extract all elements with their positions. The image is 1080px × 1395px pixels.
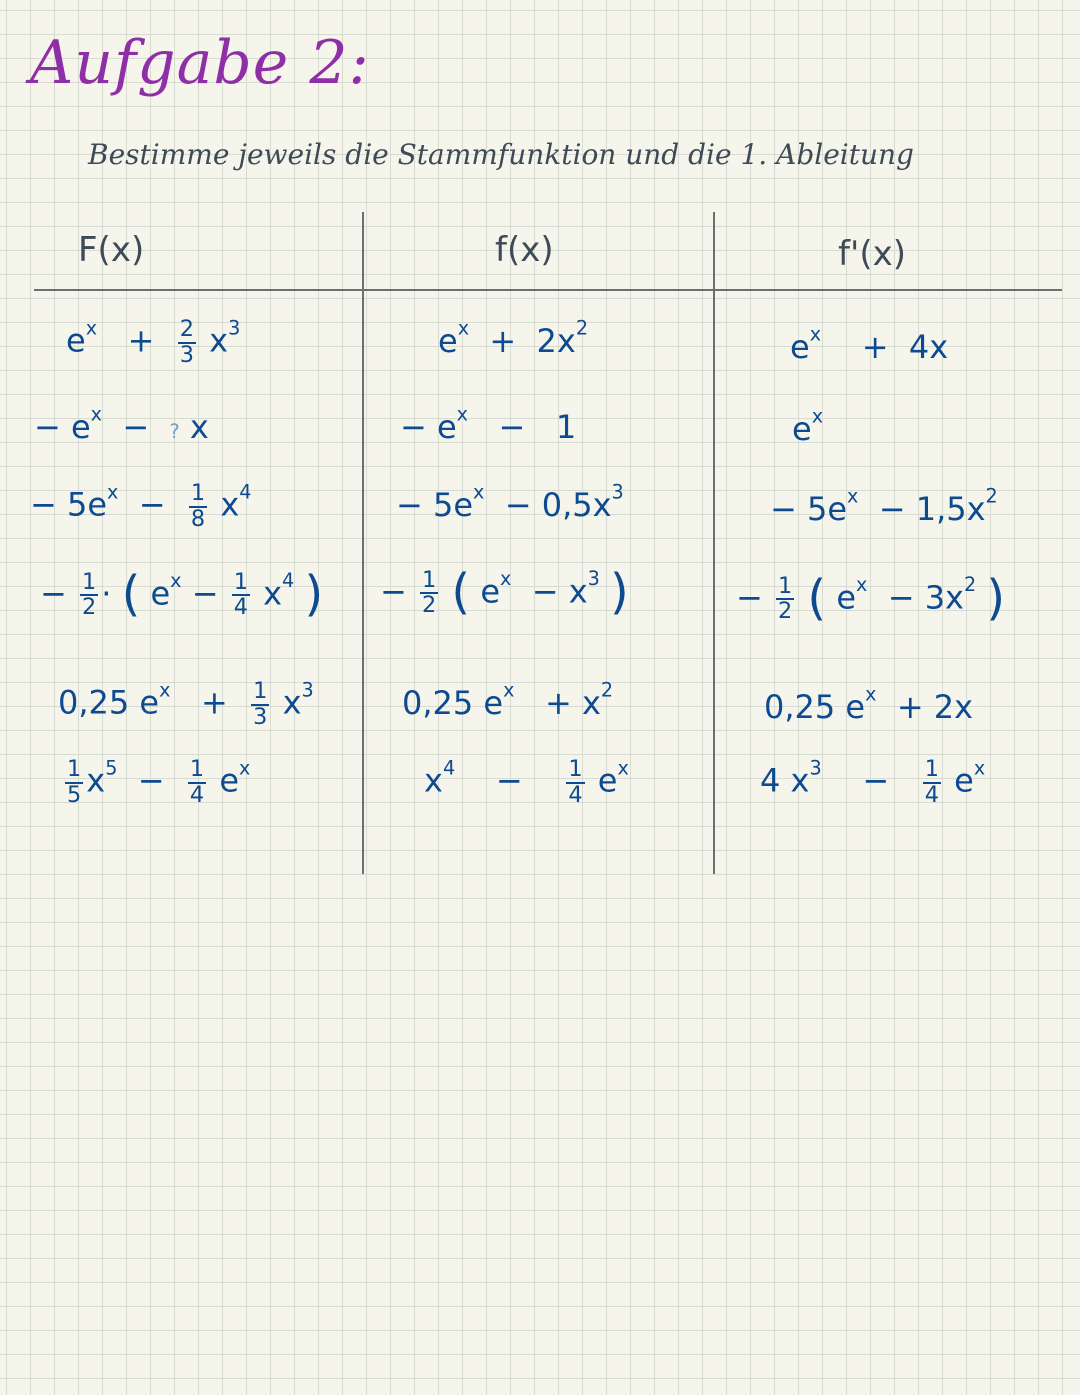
row-4-derivative: − $\frac{1}{2}$ ( $e^x - 3x^2$ )	[736, 570, 1006, 626]
task-instruction: Bestimme jeweils die Stammfunktion und die 1. Ableitung	[88, 138, 914, 171]
header-function: f(x)	[495, 230, 554, 270]
row-6-antiderivative: $\frac{1}{5}$ $x^5$ − $\frac{1}{4}$ $e^x$	[67, 756, 251, 808]
fraction: $\frac{1}{8}$	[190, 480, 206, 532]
row-2-antiderivative: − $e^x$ − ? x	[34, 402, 209, 446]
row-1-function: $e^x + 2x^2$	[438, 316, 589, 360]
task-title: Aufgabe 2:	[30, 28, 370, 98]
row-5-antiderivative: 0,25 $e^x$ + $\frac{1}{3}$ $x^3$	[58, 678, 314, 730]
row-3-derivative: − $5e^x - 1,5x^2$	[770, 484, 998, 528]
fraction: $\frac{2}{3}$	[179, 316, 194, 368]
uncertain-mark: ?	[169, 420, 180, 443]
fraction: $\frac{1}{5}$	[67, 756, 82, 808]
row-5-derivative: 0,25 $e^x + 2x$	[764, 682, 974, 726]
table-header-rule	[34, 289, 1062, 291]
fraction: $\frac{1}{4}$	[568, 756, 583, 808]
fraction: $\frac{1}{3}$	[253, 678, 268, 730]
fraction: $\frac{1}{2}$	[777, 572, 793, 625]
fraction: $\frac{1}{2}$	[421, 566, 437, 619]
row-6-function: $x^4$ − $\frac{1}{4}$ $e^x$	[424, 756, 629, 808]
fraction: $\frac{1}{4}$	[924, 756, 939, 808]
fraction: $\frac{1}{4}$	[189, 756, 205, 808]
header-derivative: f'(x)	[838, 234, 906, 274]
header-antiderivative: F(x)	[78, 230, 145, 270]
row-2-function: − $e^x$ − 1	[400, 402, 577, 446]
table-divider-left	[362, 212, 364, 874]
row-5-function: 0,25 $e^x$ + $x^2$	[402, 678, 614, 722]
row-4-antiderivative: − $\frac{1}{2}$ · ( $e^x$ − $\frac{1}{4}$ $x^4$ )	[40, 566, 324, 622]
row-1-antiderivative: $e^x$ + $\frac{2}{3}$ $x^3$	[66, 316, 241, 368]
row-4-function: − $\frac{1}{2}$ ( $e^x - x^3$ )	[380, 564, 629, 620]
row-3-function: − $5e^x - 0,5x^3$	[396, 480, 624, 524]
row-3-antiderivative: − $5e^x$ − $\frac{1}{8}$ $x^4$	[30, 480, 252, 532]
row-1-derivative: $e^x$ + 4x	[790, 322, 949, 366]
row-2-derivative: $e^x$	[792, 404, 824, 448]
row-6-derivative: 4 $x^3$ − $\frac{1}{4}$ $e^x$	[760, 756, 986, 808]
table-divider-right	[713, 212, 715, 874]
fraction: $\frac{1}{4}$	[233, 568, 248, 621]
fraction: $\frac{1}{2}$	[81, 568, 97, 621]
